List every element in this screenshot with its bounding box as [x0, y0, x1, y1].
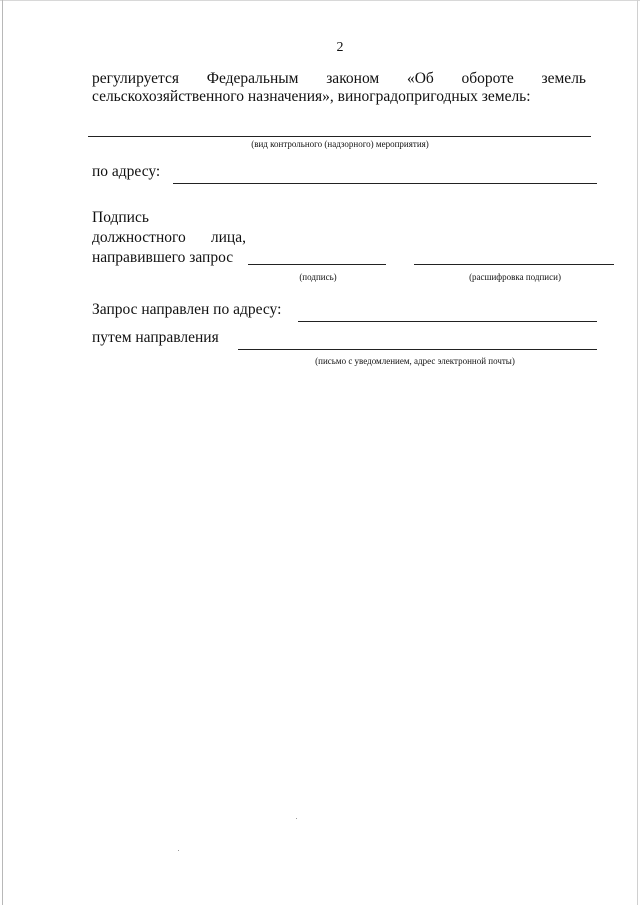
intro-line-1-words: [92, 70, 586, 88]
word: земель: [541, 70, 586, 87]
intro-line-2: сельскохозяйственного назначения», виноградопригодных земель:: [92, 88, 531, 105]
word: регулируется: [92, 70, 180, 87]
word: обороте: [461, 70, 514, 87]
signature-decode-field-line: [414, 264, 614, 265]
page-number: 2: [336, 40, 344, 55]
method-label: путем направления: [92, 329, 219, 346]
signature-field-line: [248, 264, 386, 265]
page-left-edge: [2, 0, 3, 905]
event-type-field-line: [88, 136, 591, 137]
signature-label-line-1: Подпись: [92, 209, 149, 226]
signature-label-line-2: [92, 228, 246, 248]
signature-label-block: [92, 208, 246, 268]
word: «Об: [406, 70, 434, 87]
scan-speck: [296, 818, 297, 819]
signature-caption: (подпись): [299, 272, 337, 282]
page-right-edge: [637, 0, 638, 905]
word: законом: [326, 70, 380, 87]
page-top-edge: [0, 0, 640, 1]
method-caption: (письмо с уведомлением, адрес электронной почты): [315, 356, 515, 366]
request-sent-label: Запрос направлен по адресу:: [92, 301, 282, 318]
intro-line-1: [92, 70, 586, 88]
address-field-line: [173, 183, 597, 184]
scan-speck: [178, 850, 179, 851]
method-field-line: [238, 349, 597, 350]
word: должностного: [92, 229, 186, 246]
word: лица,: [210, 229, 246, 246]
event-type-caption: (вид контрольного (надзорного) мероприятия): [251, 139, 429, 149]
signature-label-line-3: направившего запрос: [92, 249, 234, 266]
request-address-field-line: [298, 321, 597, 322]
address-label: по адресу:: [92, 163, 161, 180]
signature-decode-caption: (расшифровка подписи): [469, 272, 561, 282]
word: Федеральным: [206, 70, 299, 87]
